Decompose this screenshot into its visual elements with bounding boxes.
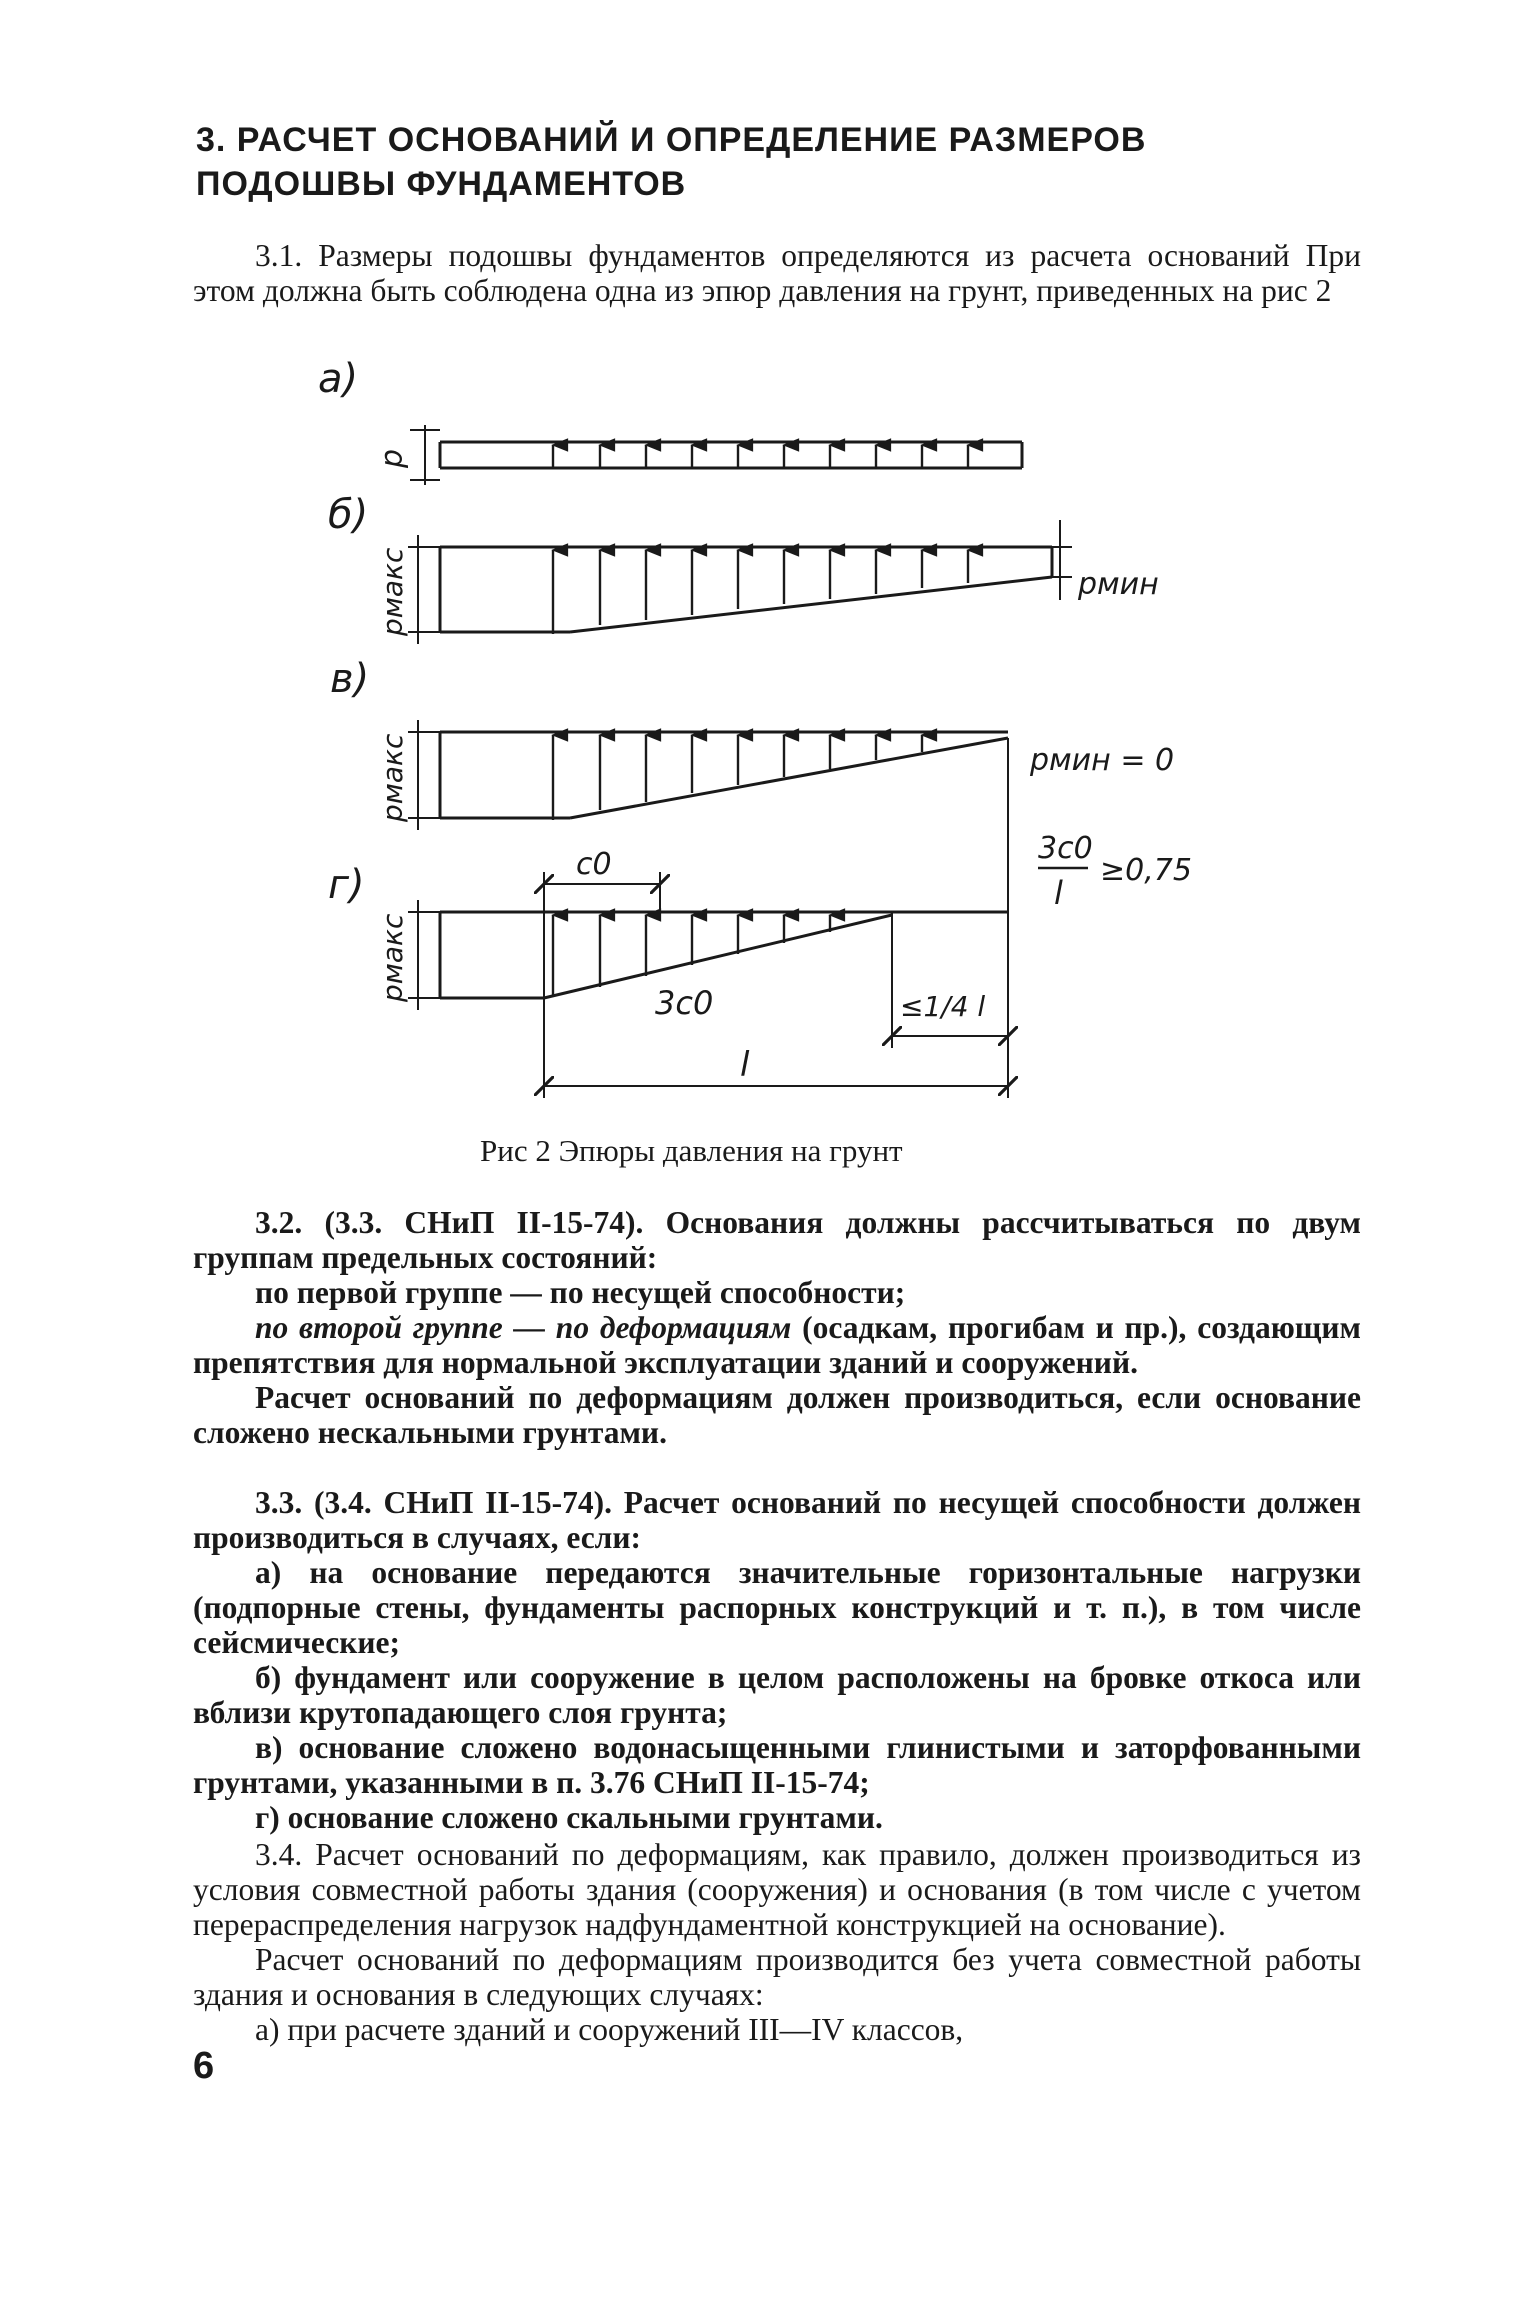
label-p-maks-g: pмакс bbox=[376, 913, 409, 1002]
heading-line-1: 3. РАСЧЕТ ОСНОВАНИЙ И ОПРЕДЕЛЕНИЕ РАЗМЕРОВ bbox=[196, 121, 1147, 159]
paragraph-3-3-item-g: г) основание сложено скальными грунтами. bbox=[255, 1800, 883, 1835]
label-b: б) bbox=[328, 492, 369, 538]
label-ratio-numerator: 3c0 bbox=[1038, 831, 1093, 866]
pressure-diagrams-figure bbox=[0, 0, 1536, 1140]
label-p-maks-b: pмакс bbox=[376, 547, 409, 636]
paragraph-3-3 bbox=[193, 1485, 1361, 1835]
paragraph-3-4-lead: 3.4. Расчет оснований по деформациям, как правило, должен производиться из условия совместной работы здания (сооружения) и основания (в том числе с учетом перераспределения нагрузок надфундаментной конструкцией на основание). bbox=[193, 1837, 1361, 1942]
diagram-b bbox=[408, 520, 1072, 644]
paragraph-3-2-note: Расчет оснований по деформациям должен производиться, если основание сложено нескальными грунтами. bbox=[193, 1380, 1361, 1450]
paragraph-3-2-item-2-rest: (осадкам, прогибам и пр.), создающим препятствия для нормальной эксплуатации зданий и сооружений. bbox=[193, 1310, 1361, 1380]
label-g: г) bbox=[328, 862, 365, 908]
heading-line-2: ПОДОШВЫ ФУНДАМЕНТОВ bbox=[196, 165, 687, 203]
label-ratio-denominator: l bbox=[1054, 874, 1063, 912]
paragraph-3-3-lead: 3.3. (3.4. СНиП II-15-74). Расчет оснований по несущей способности должен производиться в случаях, если: bbox=[193, 1485, 1361, 1555]
page-number: 6 bbox=[193, 2045, 215, 2087]
paragraph-3-3-item-v: в) основание сложено водонасыщенными глинистыми и заторфованными грунтами, указанными в п. 3.76 СНиП II-15-74; bbox=[193, 1730, 1361, 1800]
label-p-min: pмин bbox=[1078, 567, 1159, 602]
label-l: l bbox=[740, 1045, 750, 1085]
label-v: в) bbox=[330, 656, 370, 702]
paragraph-3-3-item-a: а) на основание передаются значительные горизонтальные нагрузки (подпорные стены, фундаменты распорных конструкций и т. п.), в том числе сейсмические; bbox=[193, 1555, 1361, 1660]
diagram-v bbox=[408, 720, 1008, 830]
paragraph-3-3-item-b: б) фундамент или сооружение в целом расположены на бровке откоса или вблизи крутопадающего слоя грунта; bbox=[193, 1660, 1361, 1730]
label-quarter-l: ≤1/4 l bbox=[900, 990, 986, 1023]
label-p-min-zero: pмин = 0 bbox=[1030, 743, 1175, 778]
paragraph-3-4 bbox=[193, 1837, 1361, 2047]
label-ratio-condition: ≥0,75 bbox=[1100, 853, 1192, 888]
label-3c0: 3c0 bbox=[655, 984, 714, 1022]
paragraph-3-4-item-a: а) при расчете зданий и сооружений III—IV классов, bbox=[255, 2012, 964, 2047]
paragraph-3-2 bbox=[193, 1205, 1361, 1450]
paragraph-3-1-text: 3.1. Размеры подошвы фундаментов определяются из расчета оснований При этом должна быть соблюдена одна из эпюр давления на грунт, приведенных на рис 2 bbox=[193, 238, 1361, 308]
label-p-maks-v: pмакс bbox=[376, 733, 409, 822]
diagram-a bbox=[410, 425, 1022, 485]
label-a: а) bbox=[318, 356, 359, 402]
label-c0: c0 bbox=[576, 847, 612, 882]
paragraph-3-2-item-2-italic: по второй группе — по деформациям bbox=[255, 1310, 792, 1345]
paragraph-3-2-lead: 3.2. (3.3. СНиП II-15-74). Основания должны рассчитываться по двум группам предельных состояний: bbox=[193, 1205, 1361, 1275]
paragraph-3-4-second: Расчет оснований по деформациям производится без учета совместной работы здания и основания в следующих случаях: bbox=[193, 1942, 1361, 2012]
label-p: p bbox=[375, 448, 410, 468]
paragraph-3-2-item-1: по первой группе — по несущей способности; bbox=[255, 1275, 906, 1310]
figure-caption: Рис 2 Эпюры давления на грунт bbox=[480, 1133, 903, 1168]
